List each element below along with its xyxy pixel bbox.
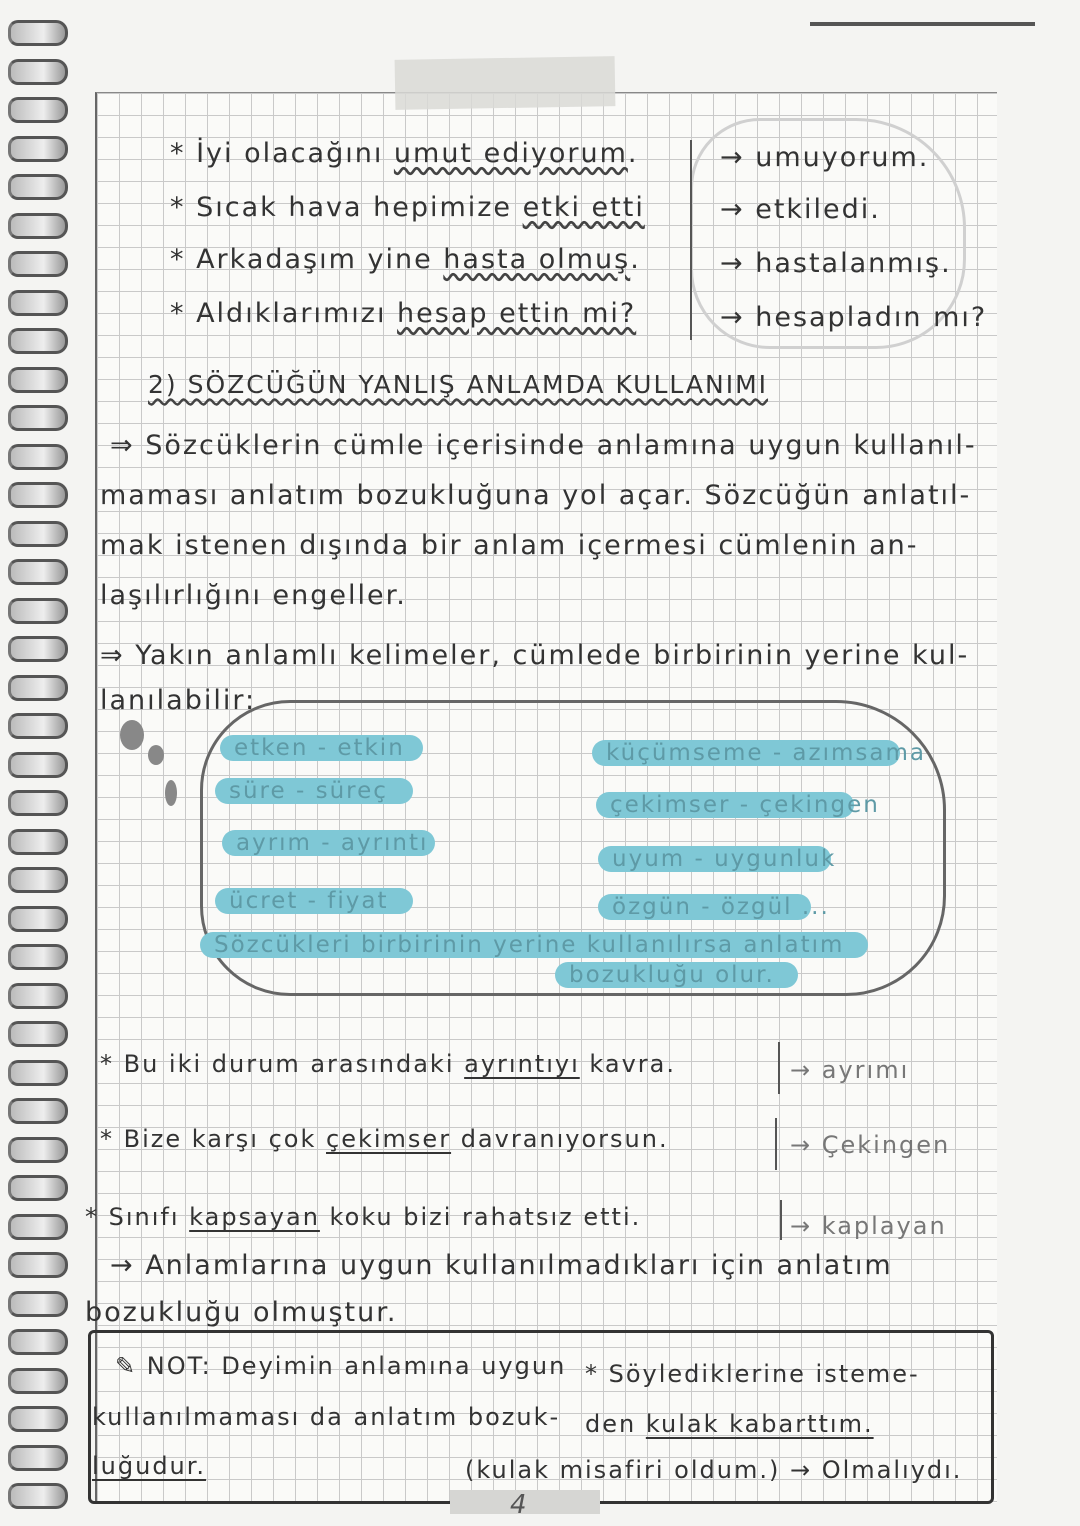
pair-left-2: süre - süreç <box>215 778 413 804</box>
para1-line2: maması anlatım bozukluğuna yol açar. Sözcüğün anlatıl- <box>100 480 972 511</box>
spiral-ring <box>8 213 68 239</box>
spiral-ring <box>8 1252 68 1278</box>
example-sentence-3: * Arkadaşım yine hasta olmuş. <box>170 244 641 275</box>
example-sentence-4: * Aldıklarımızı hesap ettin mi? <box>170 298 637 329</box>
conclusion-line2: bozukluğu olmuştur. <box>85 1297 398 1328</box>
example2-sentence-3: * Sınıfı kapsayan koku bizi rahatsız etti. <box>85 1203 642 1231</box>
tape-top <box>395 56 616 110</box>
spiral-ring <box>8 906 68 932</box>
spiral-ring <box>8 944 68 970</box>
spiral-ring <box>8 636 68 662</box>
spiral-ring <box>8 1175 68 1201</box>
note-example-line3: (kulak misafiri oldum.) → Olmalıydı. <box>465 1456 963 1484</box>
spiral-ring <box>8 675 68 701</box>
spiral-ring <box>8 290 68 316</box>
example-correction-4: → hesapladın mı? <box>720 302 988 333</box>
spiral-ring <box>8 752 68 778</box>
divider <box>775 1118 777 1170</box>
pair-right-3: uyum - uygunluk <box>598 846 831 872</box>
para1-line1: ⇒ Sözcüklerin cümle içerisinde anlamına uygun kullanıl- <box>110 430 977 461</box>
para2-line2: lanılabilir: <box>100 685 257 716</box>
page-edge-line <box>810 22 1035 26</box>
spiral-ring <box>8 1406 68 1432</box>
spiral-ring <box>8 790 68 816</box>
pair-right-4: özgün - özgül ... <box>598 894 811 920</box>
example-correction-3: → hastalanmış. <box>720 248 952 279</box>
spiral-ring <box>8 251 68 277</box>
cloud-note-line1: Sözcükleri birbirinin yerine kullanılırsa anlatım <box>200 932 868 958</box>
conclusion-line1: → Anlamlarına uygun kullanılmadıkları için anlatım <box>110 1250 893 1281</box>
spiral-ring <box>8 444 68 470</box>
para1-line3: mak istenen dışında bir anlam içermesi cümlenin an- <box>100 530 919 561</box>
example-correction-1: → umuyorum. <box>720 142 930 173</box>
spiral-ring <box>8 97 68 123</box>
pair-right-1: küçümseme - azımsama <box>592 740 900 766</box>
spiral-ring <box>8 713 68 739</box>
spiral-ring <box>8 1060 68 1086</box>
example2-correction-2: → Çekingen <box>790 1131 951 1159</box>
pair-right-2: çekimser - çekingen <box>596 792 854 818</box>
spiral-ring <box>8 1368 68 1394</box>
spiral-ring <box>8 867 68 893</box>
pair-left-3: ayrım - ayrıntı <box>222 830 435 856</box>
spiral-ring <box>8 598 68 624</box>
spiral-ring <box>8 559 68 585</box>
thought-bubble-dot <box>120 720 144 750</box>
para1-line4: laşılırlığını engeller. <box>100 580 407 611</box>
spiral-binding <box>0 20 70 1520</box>
section-title: 2) SÖZCÜĞÜN YANLIŞ ANLAMDA KULLANIMI <box>148 370 769 399</box>
note-left-line1: ✎ NOT: Deyimin anlamına uygun <box>115 1352 567 1380</box>
cloud-note-line2: bozukluğu olur. <box>555 962 798 988</box>
page-number: 4 <box>510 1490 527 1520</box>
example2-sentence-1: * Bu iki durum arasındaki ayrıntıyı kavra. <box>100 1050 676 1078</box>
spiral-ring <box>8 59 68 85</box>
spiral-ring <box>8 521 68 547</box>
spiral-ring <box>8 136 68 162</box>
spiral-ring <box>8 983 68 1009</box>
note-example-line2: den kulak kabarttım. <box>585 1410 874 1438</box>
example2-correction-1: → ayrımı <box>790 1056 910 1084</box>
divider <box>778 1042 780 1094</box>
thought-bubble-dot <box>165 780 177 806</box>
example-sentence-1: * İyi olacağını umut ediyorum. <box>170 138 639 169</box>
spiral-ring <box>8 1214 68 1240</box>
spiral-ring <box>8 1098 68 1124</box>
spiral-ring <box>8 405 68 431</box>
spiral-ring <box>8 1021 68 1047</box>
thought-bubble-dot <box>148 745 164 765</box>
spiral-ring <box>8 367 68 393</box>
note-left-line3: luğudur. <box>92 1452 207 1480</box>
spiral-ring <box>8 1329 68 1355</box>
spiral-ring <box>8 328 68 354</box>
spiral-ring <box>8 1483 68 1509</box>
pair-left-4: ücret - fiyat <box>215 888 413 914</box>
correction-divider <box>690 140 692 340</box>
spiral-ring <box>8 829 68 855</box>
spiral-ring <box>8 1137 68 1163</box>
spiral-ring <box>8 174 68 200</box>
para2-line1: ⇒ Yakın anlamlı kelimeler, cümlede birbirinin yerine kul- <box>100 640 970 671</box>
spiral-ring <box>8 1445 68 1471</box>
example2-sentence-2: * Bize karşı çok çekimser davranıyorsun. <box>100 1125 669 1153</box>
example2-correction-3: → kaplayan <box>790 1212 947 1240</box>
pair-left-1: etken - etkin <box>220 735 423 761</box>
example-sentence-2: * Sıcak hava hepimize etki etti <box>170 192 645 223</box>
spiral-ring <box>8 20 68 46</box>
note-left-line2: kullanılmaması da anlatım bozuk- <box>92 1403 561 1431</box>
spiral-ring <box>8 1291 68 1317</box>
note-example-line1: * Söylediklerine isteme- <box>585 1360 920 1388</box>
spiral-ring <box>8 482 68 508</box>
divider <box>780 1200 782 1240</box>
example-correction-2: → etkiledi. <box>720 194 881 225</box>
